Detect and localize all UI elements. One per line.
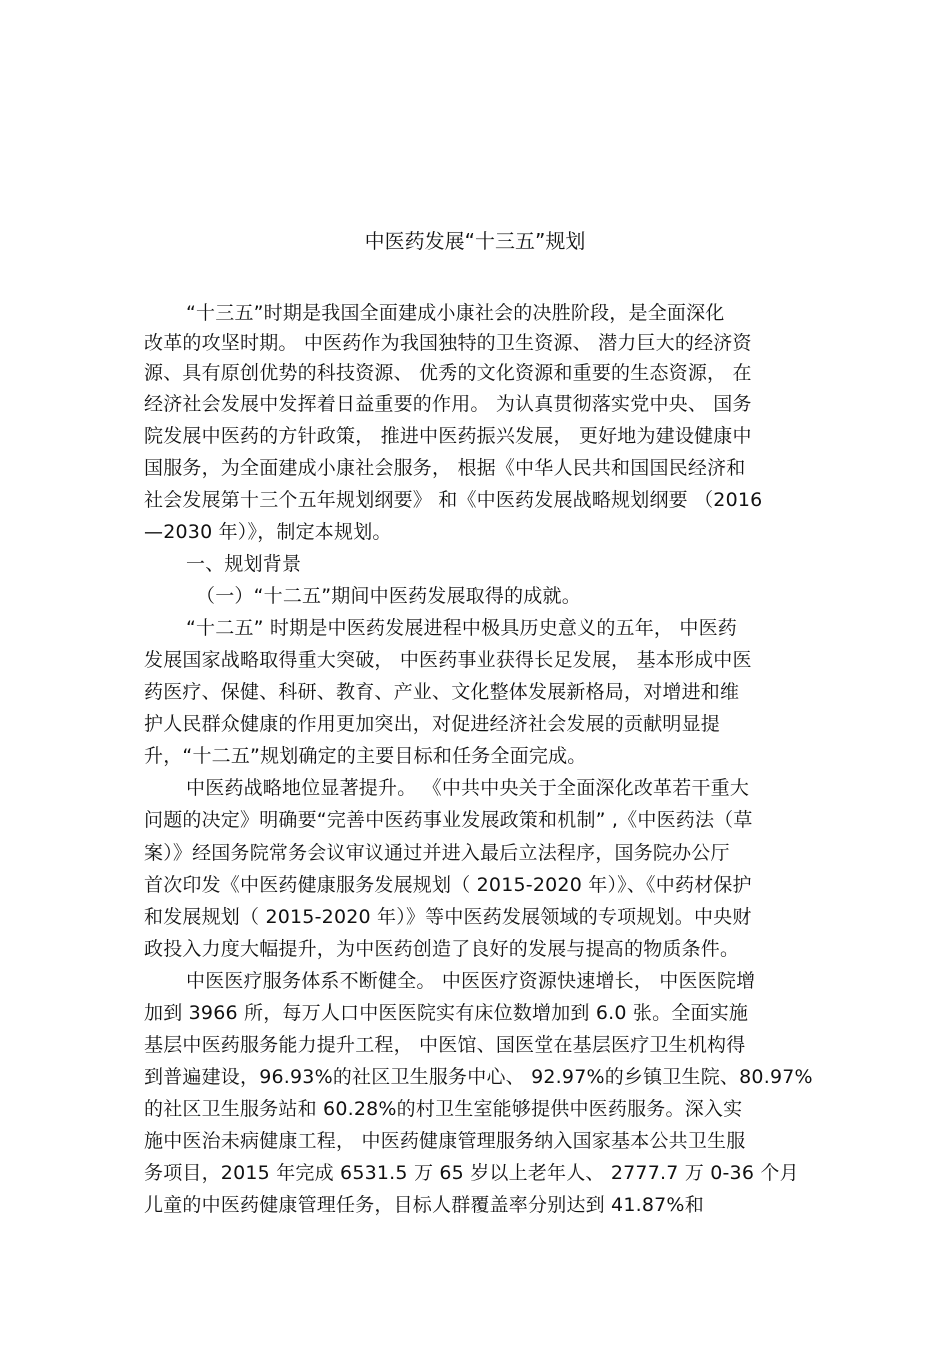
- paragraph-line: 首次印发《中医药健康服务发展规划（ 2015-2020 年）》、《中药材保护: [144, 874, 752, 896]
- paragraph-line: 社会发展第十三个五年规划纲要》 和《中医药发展战略规划纲要 （2016: [144, 489, 763, 511]
- paragraph-line: 和发展规划（ 2015-2020 年）》等中医药发展领域的专项规划。中央财: [144, 906, 752, 928]
- paragraph-line: 药医疗、保健、科研、教育、产业、文化整体发展新格局，对增进和维: [144, 681, 740, 703]
- paragraph-line: 院发展中医药的方针政策， 推进中医药振兴发展， 更好地为建设健康中: [144, 425, 752, 447]
- paragraph-line: 到普遍建设，96.93%的社区卫生服务中心、 92.97%的乡镇卫生院、80.97%: [144, 1066, 813, 1088]
- paragraph-line: —2030 年）》，制定本规划。: [144, 521, 392, 543]
- paragraph-line: 加到 3966 所，每万人口中医医院实有床位数增加到 6.0 张。全面实施: [144, 1002, 749, 1024]
- section-heading: 一、规划背景: [186, 553, 302, 575]
- paragraph-line: 源、具有原创优势的科技资源、 优秀的文化资源和重要的生态资源， 在: [144, 362, 752, 384]
- paragraph-line: 施中医治未病健康工程， 中医药健康管理服务纳入国家基本公共卫生服: [144, 1130, 746, 1152]
- paragraph-line: “十二五” 时期是中医药发展进程中极具历史意义的五年， 中医药: [186, 617, 737, 639]
- paragraph-line: 问题的决定》明确要“完善中医药事业发展政策和机制” ,《中医药法（草: [144, 809, 753, 831]
- paragraph-line: 升，“十二五”规划确定的主要目标和任务全面完成。: [144, 745, 587, 767]
- paragraph-line: 基层中医药服务能力提升工程， 中医馆、国医堂在基层医疗卫生机构得: [144, 1034, 746, 1056]
- subsection-heading: （一）“十二五”期间中医药发展取得的成就。: [196, 585, 581, 607]
- paragraph-line: 改革的攻坚时期。 中医药作为我国独特的卫生资源、 潜力巨大的经济资: [144, 332, 752, 354]
- paragraph-line: 国服务，为全面建成小康社会服务， 根据《中华人民共和国国民经济和: [144, 457, 746, 479]
- paragraph-line: 政投入力度大幅提升，为中医药创造了良好的发展与提高的物质条件。: [144, 938, 740, 960]
- paragraph-line: 经济社会发展中发挥着日益重要的作用。 为认真贯彻落实党中央、 国务: [144, 393, 752, 415]
- paragraph-line: 儿童的中医药健康管理任务，目标人群覆盖率分别达到 41.87%和: [144, 1194, 704, 1216]
- paragraph-line: 务项目，2015 年完成 6531.5 万 65 岁以上老年人、 2777.7 万 0-36 个月: [144, 1162, 799, 1184]
- paragraph-line: 中医医疗服务体系不断健全。 中医医疗资源快速增长， 中医医院增: [186, 970, 756, 992]
- paragraph-line: 案）》经国务院常务会议审议通过并进入最后立法程序，国务院办公厅: [144, 842, 730, 864]
- paragraph-line: 发展国家战略取得重大突破， 中医药事业获得长足发展， 基本形成中医: [144, 649, 752, 671]
- paragraph-line: “十三五”时期是我国全面建成小康社会的决胜阶段，是全面深化: [186, 302, 725, 324]
- paragraph-line: 护人民群众健康的作用更加突出，对促进经济社会发展的贡献明显提: [144, 713, 721, 735]
- paragraph-line: 中医药战略地位显著提升。 《中共中央关于全面深化改革若干重大: [186, 777, 750, 799]
- paragraph-line: 的社区卫生服务站和 60.28%的村卫生室能够提供中医药服务。深入实: [144, 1098, 743, 1120]
- document-title: 中医药发展“十三五”规划: [364, 229, 586, 253]
